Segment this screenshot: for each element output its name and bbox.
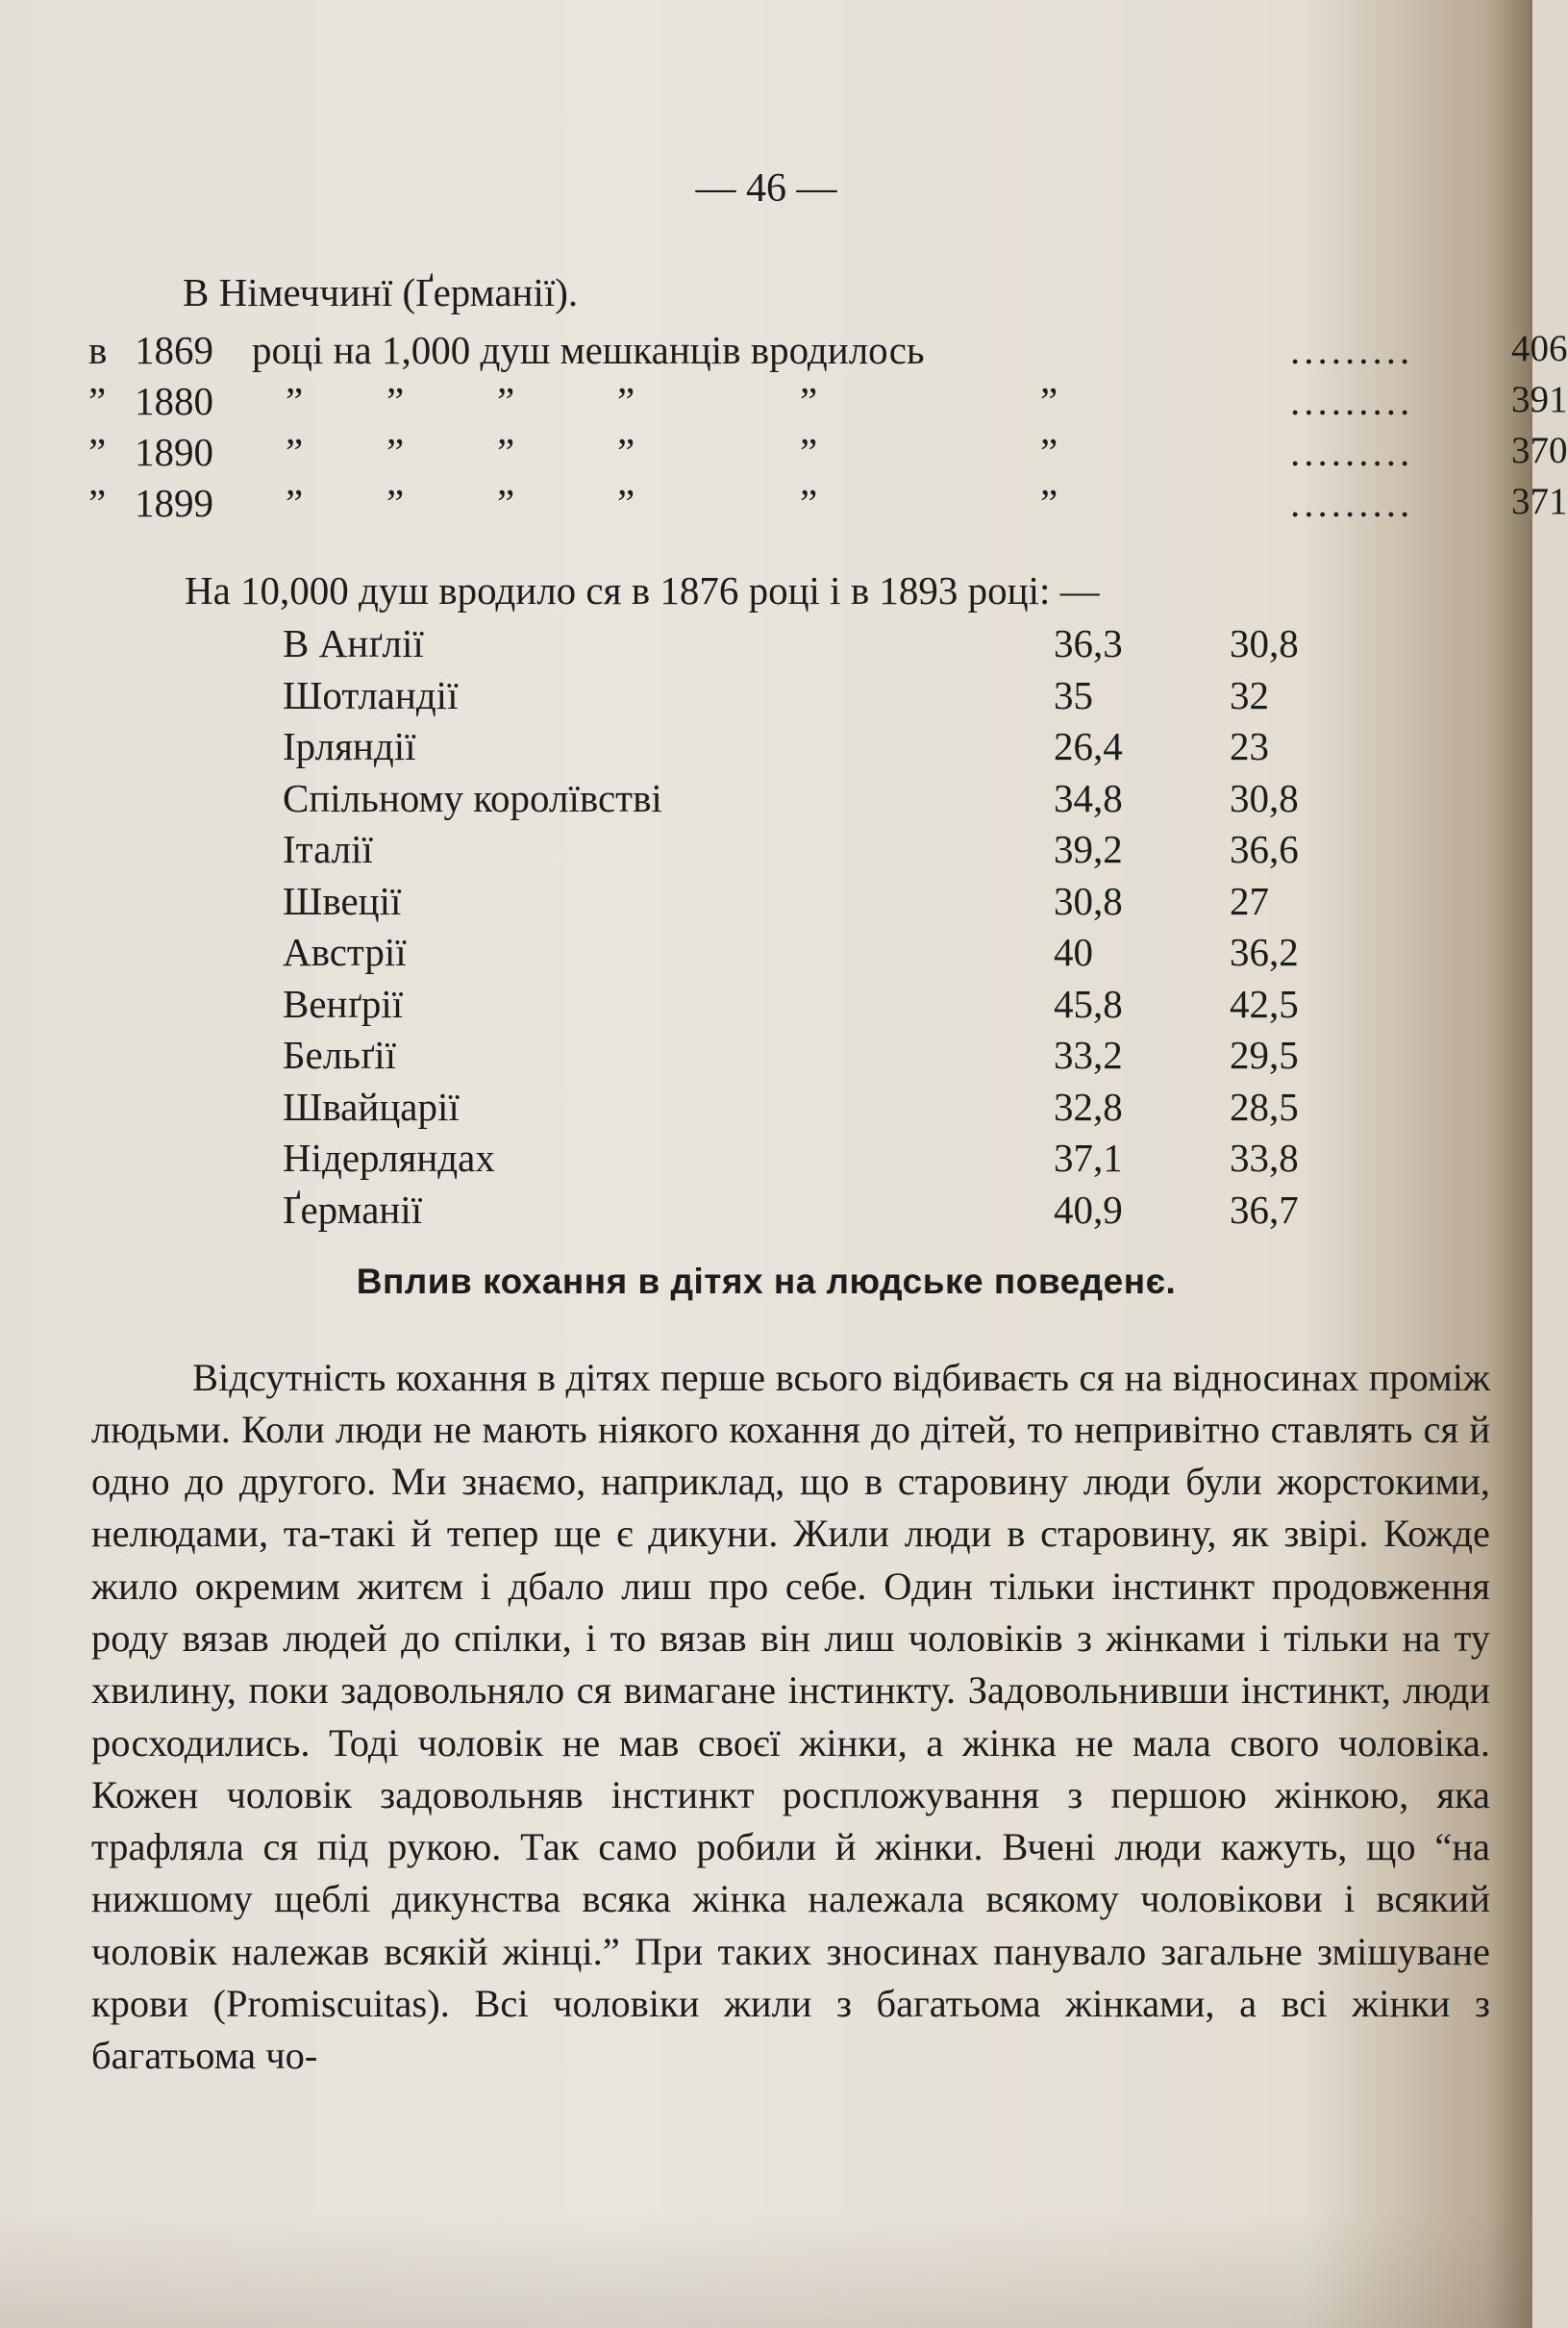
row-value: 406 [1511,328,1568,369]
country-row [283,1187,1340,1239]
country-row [283,1084,1340,1136]
row-value: 370 [1511,430,1568,471]
country-name: Швайцарії [283,1084,460,1129]
value-1876: 35 [1054,672,1093,717]
birth-row [88,429,1568,480]
value-1876: 33,2 [1054,1033,1123,1077]
value-1876: 34,8 [1054,775,1123,820]
country-row [283,826,1340,878]
row-lead: ” [88,481,107,525]
value-1876: 30,8 [1054,878,1123,923]
value-1893: 28,5 [1230,1084,1299,1129]
value-1876: 26,4 [1054,724,1123,768]
country-row [283,723,1340,775]
country-name: Австрії [283,930,407,974]
body-paragraph: Відсутність кохання в дітях перше всього відбиваєть ся на відносинах проміж людьми. Коли люди не мають ніякого кохання до дітей, то непривітно ставлять ся й одно до другого. Ми знаємо, наприклад, що в старовину люди були жорстокими, нелюдами, та-такі й тепер ще є дикуни. Жили люди в старовину, як звірі. Кожде жило окремим житєм і дбало лиш про себе. Один тільки інстинкт продовження роду вязав людей до спілки, і то вязав він лиш чоловіків з жінками і тільки на ту хвилину, поки задовольняло ся вимагане інстинкту. Задовольнивши інстинкт, люди росходились. Тоді чоловік не мав своєї жінки, а жінка не мала свого чоловіка. Кожен чоловік задовольняв інстинкт роспложування з першою жінкою, яка трафляла ся під рукою. Так само робили й жінки. Вчені люди кажуть, що “на нижшому щеблі дикунства всяка жінка належала всякому чоловікови і всякий чоловік належав всякій жінці.” При таких зносинах панувало загальне змішуване крови (Promiscuitas). Всі чоловіки жили з багатьома жінками, а всі жінки з багатьома чо- [91,1355,1490,2078]
ditto-mark: ” [386,430,405,474]
ditto-mark: ” [1040,430,1058,474]
row-value: 371 [1511,481,1568,522]
value-1893: 32 [1230,672,1269,717]
germany-birth-rows [88,327,1568,531]
country-name: Ірляндії [283,724,416,768]
row-lead: в [88,328,108,372]
country-row [283,672,1340,724]
value-1893: 23 [1230,724,1269,768]
value-1893: 33,8 [1230,1136,1299,1180]
country-name: Бельґії [283,1033,397,1077]
value-1876: 36,3 [1054,621,1123,665]
row-dots: ......... [1290,328,1414,372]
country-row [283,929,1340,981]
row-year: 1880 [135,379,213,423]
country-row [283,1135,1340,1187]
row-value: 391 [1511,379,1568,420]
value-1893: 30,8 [1230,775,1299,820]
section-title: Вплив кохання в дітях на людське поведенє. [356,1262,1177,1301]
country-birth-table [283,620,1340,1238]
ditto-mark: ” [286,481,304,525]
ditto-mark: ” [800,430,818,474]
value-1893: 30,8 [1230,621,1299,665]
birth-row [88,327,1568,378]
country-name: Нідерляндах [283,1136,495,1180]
value-1876: 40 [1054,930,1093,974]
country-row [283,620,1340,672]
ditto-mark: ” [800,379,818,423]
country-name: Венґрії [283,981,404,1026]
country-name: В Анґлії [283,621,424,665]
country-name: Спільному королївстві [283,775,662,820]
value-1893: 27 [1230,878,1269,923]
value-1893: 29,5 [1230,1033,1299,1077]
germany-heading: В Німеччинї (Ґерманії). [183,270,579,314]
value-1893: 42,5 [1230,981,1299,1026]
ditto-mark: ” [497,430,515,474]
value-1893: 36,6 [1230,827,1299,871]
row-dots: ......... [1290,379,1414,423]
row-text: році на 1,000 душ мешканців вродилось [252,328,925,372]
page-number: — 46 — [695,166,837,211]
value-1876: 37,1 [1054,1136,1123,1180]
ditto-mark: ” [286,430,304,474]
ditto-mark: ” [617,430,635,474]
country-name: Італії [283,827,373,871]
country-row [283,1032,1340,1084]
ditto-mark: ” [497,379,515,423]
row-lead: ” [88,430,107,474]
value-1876: 39,2 [1054,827,1123,871]
country-row [283,981,1340,1033]
ditto-mark: ” [1040,481,1058,525]
country-row [283,775,1340,827]
row-dots: ......... [1290,430,1414,474]
ditto-mark: ” [386,481,405,525]
ditto-mark: ” [1040,379,1058,423]
value-1893: 36,7 [1230,1187,1299,1232]
table-intro: На 10,000 душ вродило ся в 1876 році і в 1893 році: — [185,568,1100,613]
country-row [283,878,1340,930]
page-edge-shadow [0,2213,1532,2328]
ditto-mark: ” [617,481,635,525]
value-1876: 45,8 [1054,981,1123,1026]
ditto-mark: ” [386,379,405,423]
value-1876: 40,9 [1054,1187,1123,1232]
row-year: 1890 [135,430,213,474]
ditto-mark: ” [497,481,515,525]
birth-row [88,480,1568,531]
value-1876: 32,8 [1054,1084,1123,1129]
value-1893: 36,2 [1230,930,1299,974]
ditto-mark: ” [800,481,818,525]
row-year: 1899 [135,481,213,525]
row-dots: ......... [1290,481,1414,525]
country-name: Ґерманії [283,1187,423,1232]
row-lead: ” [88,379,107,423]
country-name: Шотландії [283,672,459,717]
country-name: Швеції [283,878,402,923]
ditto-mark: ” [286,379,304,423]
row-year: 1869 [135,328,213,372]
birth-row [88,378,1568,429]
ditto-mark: ” [617,379,635,423]
